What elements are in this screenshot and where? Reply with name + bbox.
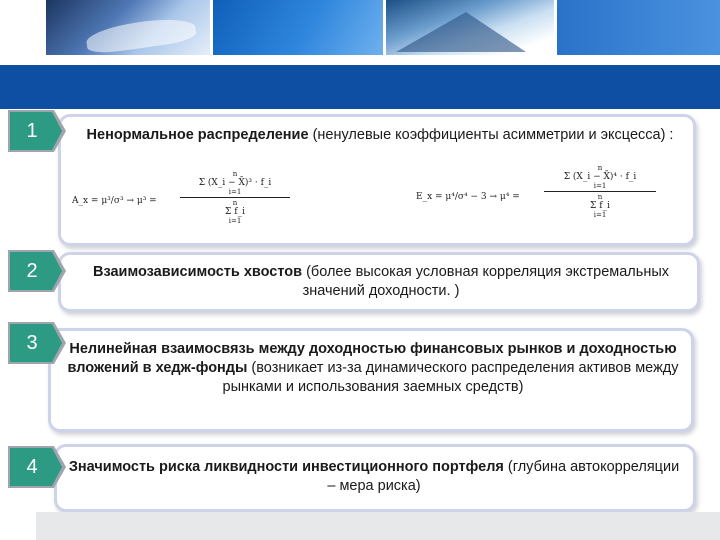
sum-lower: i=1: [593, 182, 607, 190]
sum-upper: n: [597, 164, 603, 172]
sum-lower: i=1: [593, 211, 607, 219]
footer-strip: [36, 512, 720, 540]
item-text-4: [66, 458, 682, 496]
number-badge-1: [8, 110, 68, 152]
number-badge-2: [8, 250, 68, 292]
header-photo-mountain: [386, 0, 554, 55]
badge-number: 3: [26, 332, 38, 354]
sum-upper: n: [232, 199, 238, 207]
sum-upper: n: [232, 170, 238, 178]
formula-fraction: [544, 164, 656, 219]
badge-number: 4: [26, 456, 38, 478]
sum-upper: n: [597, 193, 603, 201]
item-heading: Взаимозависимость хвостов: [92, 264, 303, 280]
item-detail: (глубина автокорреляции – мера риска): [327, 459, 680, 494]
formula-numerator: Σ (X_i − X̄)⁴ · f_i: [563, 172, 637, 182]
skewness-formula: [72, 170, 292, 232]
item-heading: Значимость риска ликвидности инвестиционного портфеля: [68, 459, 504, 475]
sum-lower: i=1: [228, 217, 242, 225]
number-badge-4: [8, 446, 68, 488]
item-detail: (более высокая условная корреляция экстремальных значений доходности. ): [302, 264, 669, 299]
formula-fraction: [180, 170, 290, 225]
item-detail: (возникает из-за динамического распределения активов между рынками и использования заемных средств): [222, 360, 679, 395]
item-detail: (ненулевые коэффициенты асимметрии и эксцесса) :: [308, 127, 674, 143]
formula-denominator: Σ f_i: [225, 207, 245, 217]
title-band: [0, 65, 720, 109]
header-photo-blue: [557, 0, 720, 55]
header-gap: [0, 55, 720, 65]
item-text-1: [80, 126, 680, 145]
formula-lhs: A_x = μ³/σ³ → μ³ =: [72, 196, 157, 206]
formula-denominator: Σ f_i: [590, 201, 610, 211]
formula-numerator: Σ (X_i − X̄)³ · f_i: [198, 178, 272, 188]
formula-lhs: E_x = μ⁴/σ⁴ − 3 → μ⁴ =: [416, 192, 520, 202]
item-text-3: [58, 340, 688, 397]
badge-number: 1: [26, 120, 38, 142]
badge-number: 2: [26, 260, 38, 282]
kurtosis-formula: [416, 164, 656, 230]
item-heading: Нелинейная взаимосвязь между доходностью финансовых рынков и доходностью вложений в хедж-фонды: [67, 341, 677, 376]
item-heading: Ненормальное распределение: [86, 127, 309, 143]
sum-lower: i=1: [228, 188, 242, 196]
header-photo-hand: [46, 0, 210, 55]
item-text-2: [66, 263, 696, 301]
header-photo-sky: [213, 0, 383, 55]
